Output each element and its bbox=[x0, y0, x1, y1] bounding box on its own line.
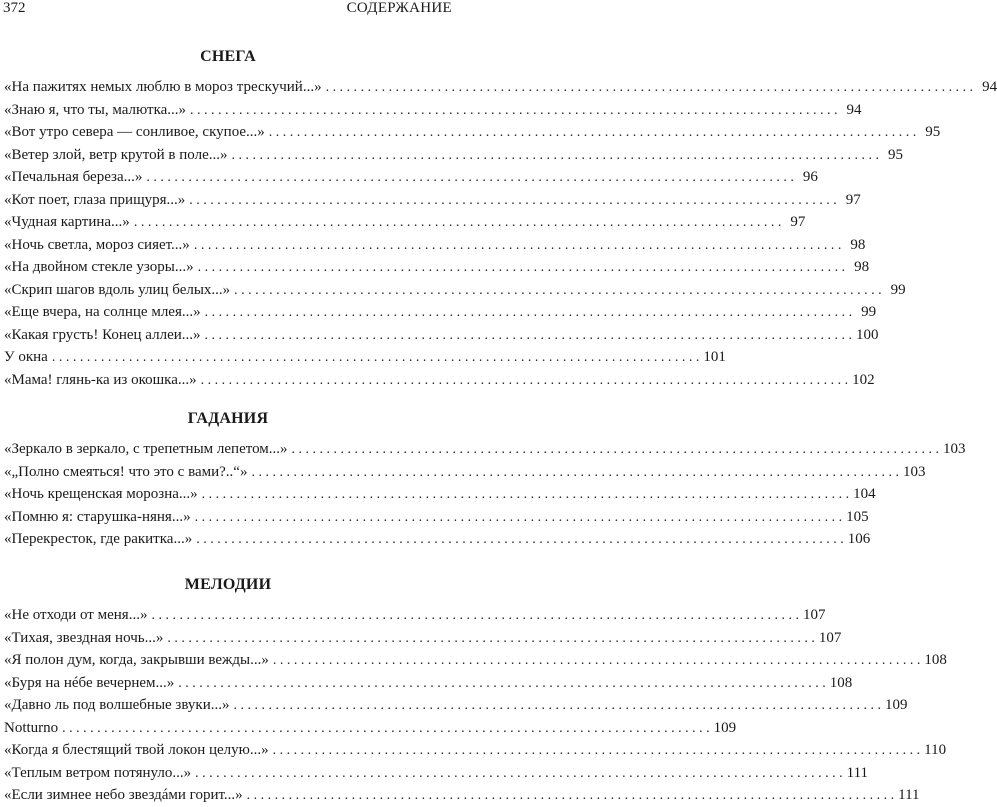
entry-page-number: 95 bbox=[925, 124, 941, 140]
dot-leader bbox=[195, 507, 843, 529]
entry-page-number: 105 bbox=[846, 508, 869, 525]
toc-entry bbox=[0, 189, 861, 212]
dot-leader bbox=[247, 785, 895, 807]
dot-leader bbox=[205, 325, 853, 347]
entry-page-number: 101 bbox=[703, 349, 726, 365]
section-melodii bbox=[0, 574, 947, 807]
entry-title: «Ветер злой, ветр крутой в поле...» bbox=[4, 146, 228, 163]
entry-title: «Ночь светла, мороз сияет...» bbox=[4, 236, 190, 253]
dot-leader bbox=[167, 628, 815, 650]
toc-entry bbox=[0, 234, 866, 257]
toc-entry bbox=[0, 672, 853, 695]
toc-entry bbox=[0, 762, 869, 785]
toc-list bbox=[0, 438, 966, 551]
dot-leader bbox=[178, 673, 826, 695]
toc-entry bbox=[0, 144, 903, 167]
dot-leader bbox=[62, 718, 710, 740]
section-title: ГАДАНИЯ bbox=[187, 410, 269, 427]
entry-title: «Перекресток, где ракитка...» bbox=[4, 531, 193, 547]
entry-page-number: 110 bbox=[924, 742, 947, 758]
entry-page-number: 109 bbox=[884, 697, 908, 713]
dot-leader bbox=[146, 167, 794, 189]
entry-title: «Ночь крещенская морозна...» bbox=[4, 486, 198, 502]
entry-title: «„Полно смеяться! что это с вами?..“» bbox=[4, 463, 248, 480]
toc-entry bbox=[0, 211, 806, 234]
dot-leader bbox=[201, 370, 849, 392]
entry-page-number: 103 bbox=[902, 463, 926, 480]
toc-entry bbox=[0, 784, 920, 807]
toc-entry bbox=[0, 121, 941, 144]
entry-title: «Вот утро севера — сонливое, скупое...» bbox=[4, 124, 265, 140]
dot-leader bbox=[52, 347, 700, 369]
entry-title: «Кот поет, глаза прищуря...» bbox=[4, 191, 186, 208]
toc-entry bbox=[0, 483, 876, 506]
dot-leader bbox=[234, 280, 882, 302]
toc-list bbox=[0, 604, 947, 807]
toc-entry bbox=[0, 694, 908, 717]
dot-leader bbox=[190, 100, 838, 122]
toc-entry bbox=[0, 279, 906, 302]
entry-title: «Когда я блестящий твой локон целую...» bbox=[4, 742, 269, 758]
entry-title: «Печальная береза...» bbox=[4, 169, 143, 185]
dot-leader bbox=[198, 257, 846, 279]
entry-title: «Зеркало в зеркало, с трепетным лепетом...» bbox=[4, 441, 288, 457]
entry-title: «Если зимнее небо звездáми горит...» bbox=[4, 787, 243, 803]
toc-entry bbox=[0, 369, 875, 392]
entry-title: «Помню я: старушка-няня...» bbox=[4, 508, 191, 525]
entry-title: У окна bbox=[4, 349, 48, 365]
entry-page-number: 98 bbox=[850, 236, 866, 253]
entry-page-number: 103 bbox=[943, 441, 966, 457]
entry-page-number: 95 bbox=[887, 146, 903, 163]
entry-page-number: 104 bbox=[853, 486, 876, 502]
entry-page-number: 94 bbox=[982, 79, 997, 95]
dot-leader bbox=[195, 763, 843, 785]
dot-leader bbox=[202, 484, 850, 506]
entry-page-number: 108 bbox=[829, 674, 853, 691]
dot-leader bbox=[251, 462, 899, 484]
entry-page-number: 108 bbox=[924, 652, 947, 668]
entry-page-number: 107 bbox=[802, 607, 826, 623]
entry-page-number: 94 bbox=[846, 101, 862, 118]
dot-leader bbox=[233, 695, 881, 717]
toc-entry bbox=[0, 324, 879, 347]
entry-page-number: 97 bbox=[790, 214, 806, 230]
toc-entry bbox=[0, 506, 869, 529]
dot-leader bbox=[273, 650, 921, 672]
dot-leader bbox=[194, 235, 842, 257]
entry-page-number: 98 bbox=[854, 259, 870, 275]
running-title: СОДЕРЖАНИЕ bbox=[346, 0, 452, 16]
entry-page-number: 109 bbox=[713, 719, 737, 736]
dot-leader bbox=[205, 302, 853, 324]
entry-title: «Давно ль под волшебные звуки...» bbox=[4, 697, 230, 713]
entry-page-number: 106 bbox=[847, 531, 871, 547]
toc-entry bbox=[0, 604, 826, 627]
entry-title: «Теплым ветром потянуло...» bbox=[4, 764, 192, 781]
toc-entry bbox=[0, 256, 870, 279]
entry-title: «Мама! глянь-ка из окошка...» bbox=[4, 371, 197, 388]
entry-title: «Я полон дум, когда, закрывши вежды...» bbox=[4, 652, 269, 668]
entry-title: «Тихая, звездная ночь...» bbox=[4, 629, 164, 646]
dot-leader bbox=[134, 212, 782, 234]
entry-title: «Еще вчера, на солнце млея...» bbox=[4, 304, 201, 320]
entry-title: «Не отходи от меня...» bbox=[4, 607, 148, 623]
toc-entry bbox=[0, 166, 818, 189]
entry-title: Notturno bbox=[4, 719, 59, 736]
toc-list bbox=[0, 76, 997, 391]
toc-entry bbox=[0, 99, 862, 122]
dot-leader bbox=[196, 529, 844, 551]
toc-entry bbox=[0, 739, 947, 762]
entry-page-number: 100 bbox=[856, 326, 879, 343]
toc-entry bbox=[0, 346, 726, 369]
entry-page-number: 99 bbox=[890, 281, 906, 298]
entry-page-number: 107 bbox=[818, 629, 842, 646]
section-title: СНЕГА bbox=[200, 48, 256, 65]
toc-entry bbox=[0, 528, 871, 551]
page-header bbox=[0, 0, 456, 22]
entry-title: «Знаю я, что ты, малютка...» bbox=[4, 101, 187, 118]
dot-leader bbox=[326, 77, 974, 99]
dot-leader bbox=[231, 145, 879, 167]
section-snega bbox=[0, 46, 997, 391]
dot-leader bbox=[292, 439, 940, 461]
entry-page-number: 102 bbox=[852, 371, 875, 388]
section-gadaniya bbox=[0, 408, 966, 551]
entry-page-number: 111 bbox=[898, 787, 920, 803]
toc-entry bbox=[0, 649, 947, 672]
toc-entry bbox=[0, 627, 842, 650]
entry-page-number: 111 bbox=[846, 764, 869, 781]
toc-entry bbox=[0, 461, 926, 484]
section-title: МЕЛОДИИ bbox=[184, 576, 272, 593]
entry-title: «Чудная картина...» bbox=[4, 214, 130, 230]
entry-title: «Скрип шагов вдоль улиц белых...» bbox=[4, 281, 231, 298]
toc-entry bbox=[0, 76, 997, 99]
toc-entry bbox=[0, 717, 737, 740]
toc-entry bbox=[0, 301, 877, 324]
entry-title: «На двойном стекле узоры...» bbox=[4, 259, 194, 275]
entry-page-number: 99 bbox=[861, 304, 877, 320]
entry-title: «Какая грусть! Конец аллеи...» bbox=[4, 326, 201, 343]
entry-page-number: 97 bbox=[845, 191, 861, 208]
dot-leader bbox=[151, 605, 799, 627]
entry-page-number: 96 bbox=[802, 169, 818, 185]
entry-title: «На пажитях немых люблю в мороз трескучий...» bbox=[4, 79, 322, 95]
entry-title: «Буря на нéбе вечернем...» bbox=[4, 674, 175, 691]
dot-leader bbox=[189, 190, 837, 212]
page-number: 372 bbox=[3, 0, 26, 16]
dot-leader bbox=[269, 122, 917, 144]
toc-entry bbox=[0, 438, 966, 461]
dot-leader bbox=[273, 740, 921, 762]
